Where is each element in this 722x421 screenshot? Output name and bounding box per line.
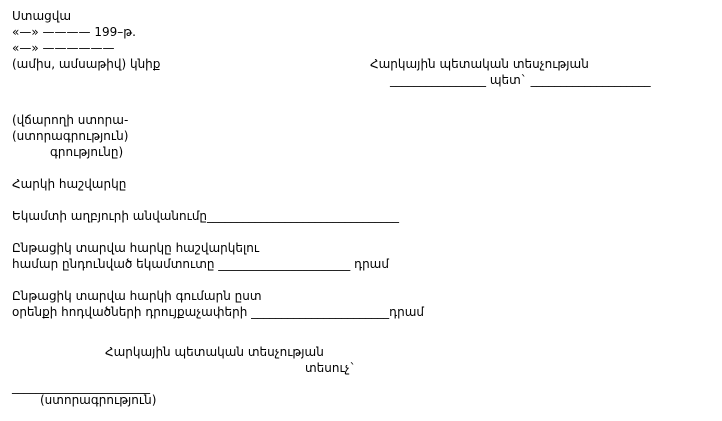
current-year-income-field: համար ընդունված եկամտուտը ______________________ դրամ [12, 257, 389, 271]
number-line: «—» —————— [12, 41, 115, 55]
date-line: «—» ———— 199–թ. [12, 25, 136, 39]
authority-head-line: ________________ պետ` ____________________ [390, 73, 651, 87]
payer-signature-line-1: (վճարողի ստորա- [12, 113, 129, 127]
authority-title: Հարկային պետական տեսչության [370, 57, 589, 71]
current-year-tax-field: օրենքի հոդվածների դրույքաչափերի _______________________դրամ [12, 305, 425, 319]
received-label: Ստացվա [12, 9, 72, 23]
current-year-tax-label-1: Ընթացիկ տարվա հարկի գումարն ըստ [12, 289, 262, 303]
seal-line: (ամիս, ամսաթիվ) կնիք [12, 57, 161, 71]
inspector-signature-rule: _______________________ [12, 380, 150, 394]
income-source-field: Եկամտի աղբյուրի անվանումը________________________________ [12, 209, 400, 223]
tax-calculation-heading: Հարկի հաշվարկը [12, 177, 127, 191]
inspector-title-line: տեսուչ` [305, 361, 356, 375]
current-year-income-label-1: Ընթացիկ տարվա հարկը հաշվարկելու [12, 241, 260, 255]
inspector-signature-caption: (ստորագրություն) [40, 393, 157, 407]
payer-signature-line-3: գրությունը) [50, 145, 124, 159]
inspector-authority-line: Հարկային պետական տեսչության [105, 345, 324, 359]
payer-signature-line-2: (ստորագրություն) [12, 129, 129, 143]
